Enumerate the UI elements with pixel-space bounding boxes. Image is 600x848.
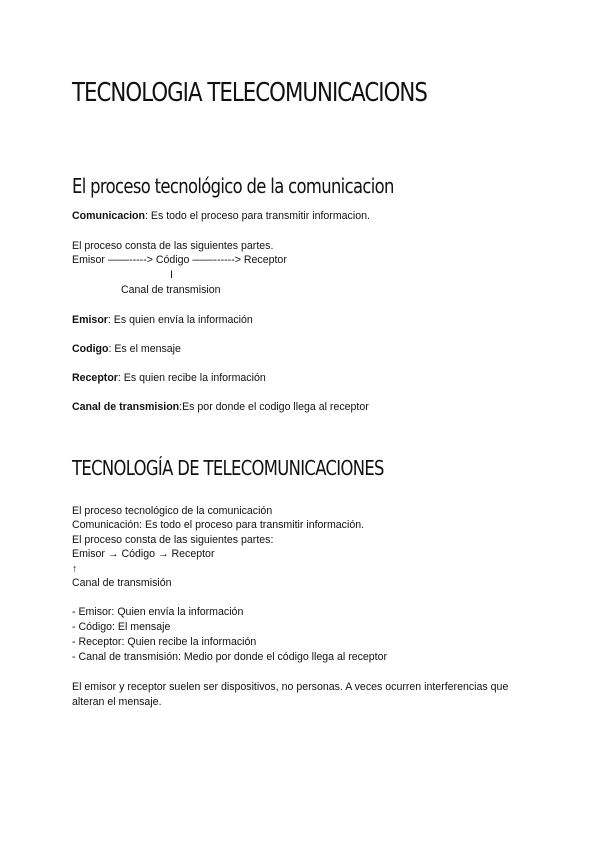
section1-heading: El proceso tecnológico de la comunicacion xyxy=(72,174,394,198)
parts-intro: El proceso consta de las siguientes partes. xyxy=(72,240,274,252)
closing-line-1: El emisor y receptor suelen ser dispositivos, no personas. A veces ocurren interferencias que xyxy=(72,681,509,693)
section2-heading: TECNOLOGÍA DE TELECOMUNICACIONES xyxy=(72,456,384,480)
document-title: TECNOLOGIA TELECOMUNICACIONS xyxy=(72,78,427,108)
definition-text: : Es todo el proceso para transmitir informacion. xyxy=(145,210,370,222)
up-arrow-icon: ↑ xyxy=(72,563,78,575)
section2-line-1: El proceso tecnológico de la comunicación xyxy=(72,505,273,517)
section2-diagram-line: Emisor → Código → Receptor xyxy=(72,548,215,560)
section2-canal-label: Canal de transmisión xyxy=(72,577,172,589)
diagram-canal-label: Canal de transmision xyxy=(121,284,221,296)
term-emisor: Emisor xyxy=(72,314,108,326)
section2-line-2: Comunicación: Es todo el proceso para transmitir información. xyxy=(72,519,365,531)
list-item-receptor: - Receptor: Quien recibe la información xyxy=(72,636,257,648)
definition-codigo xyxy=(72,343,181,356)
definition-receptor xyxy=(72,372,266,385)
term-receptor: Receptor xyxy=(72,372,118,384)
closing-line-2: alteran el mensaje. xyxy=(72,696,162,708)
canal-text: :Es por donde el codigo llega al receptor xyxy=(179,401,369,413)
section2-line-3: El proceso consta de las siguientes partes: xyxy=(72,534,274,546)
list-item-emisor: - Emisor: Quien envía la información xyxy=(72,606,244,618)
term-canal: Canal de transmision xyxy=(72,401,180,413)
definition-comunicacion xyxy=(72,210,370,223)
receptor-text: : Es quien recibe la información xyxy=(117,372,266,384)
definition-emisor xyxy=(72,314,253,327)
term-codigo: Codigo xyxy=(72,343,109,355)
diagram-line: Emisor ——-----> Código ——------> Receptor xyxy=(72,254,287,266)
list-item-codigo: - Código: El mensaje xyxy=(72,621,171,633)
codigo-text: : Es el mensaje xyxy=(108,343,181,355)
emisor-text: : Es quien envía la información xyxy=(107,314,253,326)
term-comunicacion: Comunicacion xyxy=(72,210,145,222)
list-item-canal: - Canal de transmisión: Medio por donde el código llega al receptor xyxy=(72,651,388,663)
definition-canal xyxy=(72,401,369,414)
diagram-connector: I xyxy=(170,269,173,281)
